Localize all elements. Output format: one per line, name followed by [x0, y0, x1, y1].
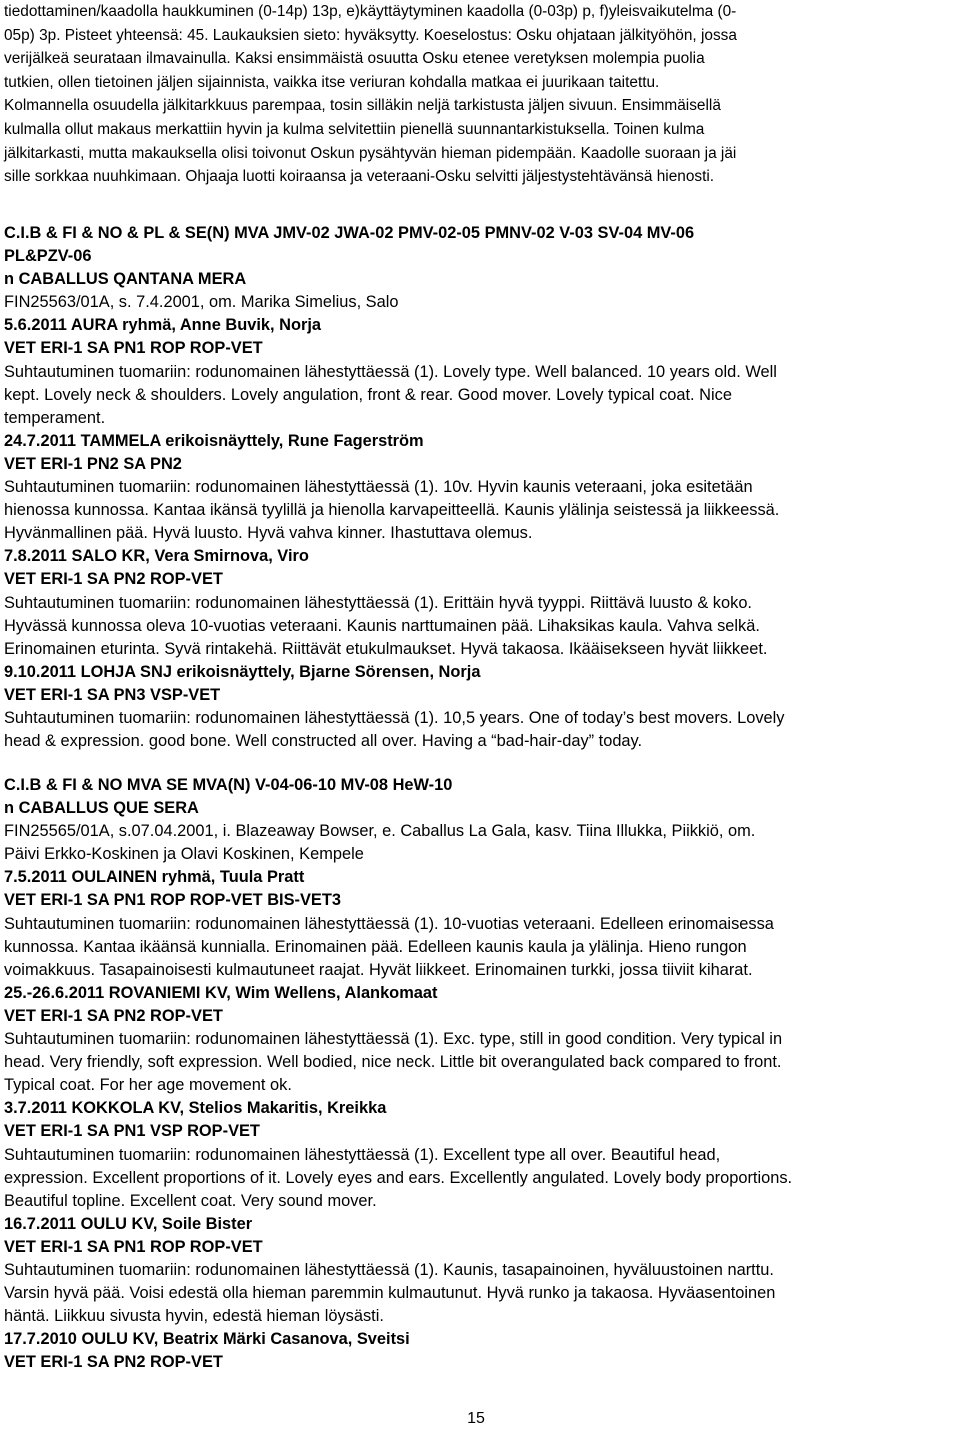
text-line: Typical coat. For her age movement ok.: [4, 1076, 292, 1095]
text-line: Suhtautuminen tuomariin: rodunomainen lähestyttäessä (1). 10-vuotias veteraani. Edelleen erinomaisessa: [4, 914, 774, 933]
text-line: 16.7.2011 OULU KV, Soile Bister: [4, 1214, 253, 1233]
dog2-section: [4, 774, 960, 1374]
text-line: Erinomainen eturinta. Syvä rintakehä. Riittävät etukulmaukset. Hyvä takaosa. Ikääisekseen hyvät liikkeet.: [4, 639, 768, 658]
text-line: VET ERI-1 SA PN1 VSP ROP-VET: [4, 1122, 260, 1141]
text-line: VET ERI-1 SA PN3 VSP-VET: [4, 685, 221, 704]
text-line: verijälkeä seurataan ilmavainulla. Kaksi ensimmäistä osuutta Osku etenee veretyksen molempia puolia: [4, 50, 705, 68]
text-line: 25.-26.6.2011 ROVANIEMI KV, Wim Wellens, Alankomaat: [4, 983, 438, 1002]
text-line: Suhtautuminen tuomariin: rodunomainen lähestyttäessä (1). Exc. type, still in good condition. Very typical in: [4, 1030, 783, 1049]
text-line: Varsin hyvä pää. Voisi edestä olla hieman paremmin kulmautunut. Hyvä runko ja takaosa. Hyväasentoinen: [4, 1284, 776, 1303]
text-line: expression. Excellent proportions of it. Lovely eyes and ears. Excellently angulated. Lovely body proportions.: [4, 1168, 793, 1187]
text-line: kunnossa. Kantaa ikäänsä kunnialla. Erinomainen pää. Edelleen kaunis kaula ja ylälinja. Hieno rungon: [4, 937, 747, 956]
text-line: Suhtautuminen tuomariin: rodunomainen lähestyttäessä (1). 10,5 years. One of today’s best movers. Lovely: [4, 708, 785, 727]
text-line: Hyvässä kunnossa oleva 10-vuotias veteraani. Kaunis narttumainen pää. Lihaksikas kaula. Vahva selkä.: [4, 616, 760, 635]
text-line: voimakkuus. Tasapainoisesti kulmautuneet raajat. Hyvät liikkeet. Erinomainen turkki, jossa tiiviit kiharat.: [4, 960, 753, 979]
text-line: hienossa kunnossa. Kantaa ikänsä tyylillä ja hienolla karvapeitteellä. Kaunis ylälinja seistessä ja liikkeessä.: [4, 501, 780, 520]
text-line: PL&PZV-06: [4, 247, 92, 266]
intro-paragraph: [4, 0, 956, 189]
text-line: VET ERI-1 SA PN2 ROP-VET: [4, 1006, 223, 1025]
text-line: jälkitarkasti, mutta makauksella olisi toivonut Oskun pysähtyvän hieman pidempään. Kaadolle suoraan ja jäi: [4, 144, 737, 162]
text-line: 9.10.2011 LOHJA SNJ erikoisnäyttely, Bjarne Sörensen, Norja: [4, 662, 481, 681]
text-line: Beautiful topline. Excellent coat. Very sound mover.: [4, 1191, 377, 1210]
text-line: Suhtautuminen tuomariin: rodunomainen lähestyttäessä (1). 10v. Hyvin kaunis veteraani, joka esitetään: [4, 478, 753, 497]
text-line: kept. Lovely neck & shoulders. Lovely angulation, front & rear. Good mover. Lovely typical coat. Nice: [4, 385, 732, 404]
text-line: C.I.B & FI & NO & PL & SE(N) MVA JMV-02 JWA-02 PMV-02-05 PMNV-02 V-03 SV-04 MV-06: [4, 224, 695, 242]
text-line: 24.7.2011 TAMMELA erikoisnäyttely, Rune Fagerström: [4, 431, 424, 450]
text-line: 7.8.2011 SALO KR, Vera Smirnova, Viro: [4, 547, 309, 566]
text-line: head. Very friendly, soft expression. Well bodied, nice neck. Little bit overangulated back compared to front.: [4, 1053, 782, 1072]
text-line: Päivi Erkko-Koskinen ja Olavi Koskinen, Kempele: [4, 845, 364, 864]
text-line: Suhtautuminen tuomariin: rodunomainen lähestyttäessä (1). Lovely type. Well balanced. 10 years old. Well: [4, 362, 777, 381]
text-line: n CABALLUS QUE SERA: [4, 799, 199, 818]
text-line: VET ERI-1 PN2 SA PN2: [4, 454, 182, 473]
text-line: 05p) 3p. Pisteet yhteensä: 45. Laukauksien sieto: hyväksytty. Koeselostus: Osku ohjataan jälkityöhön, jossa: [4, 26, 737, 44]
text-line: VET ERI-1 SA PN1 ROP ROP-VET BIS-VET3: [4, 891, 341, 910]
text-line: VET ERI-1 SA PN2 ROP-VET: [4, 570, 223, 589]
text-line: VET ERI-1 SA PN1 ROP ROP-VET: [4, 1237, 263, 1256]
text-line: 5.6.2011 AURA ryhmä, Anne Buvik, Norja: [4, 316, 321, 335]
page-number: 15: [467, 1410, 485, 1427]
text-line: 17.7.2010 OULU KV, Beatrix Märki Casanova, Sveitsi: [4, 1330, 410, 1349]
text-line: FIN25563/01A, s. 7.4.2001, om. Marika Simelius, Salo: [4, 293, 399, 312]
text-line: tiedottaminen/kaadolla haukkuminen (0-14p) 13p, e)käyttäytyminen kaadolla (0-03p) p, f)yleisvaikutelma (0-: [4, 3, 737, 20]
text-line: VET ERI-1 SA PN2 ROP-VET: [4, 1353, 223, 1372]
text-line: Kolmannella osuudella jälkitarkkuus parempaa, tosin silläkin neljä tarkistusta jäljen sivuun. Ensimmäisellä: [4, 97, 721, 115]
text-line: Suhtautuminen tuomariin: rodunomainen lähestyttäessä (1). Erittäin hyvä tyyppi. Riittävä luusto & koko.: [4, 593, 752, 612]
text-line: tutkien, ollen tietoinen jäljen sijainnista, vaikka itse veriuran kohdalla matkaa ei juurikaan taitettu.: [4, 73, 660, 91]
text-line: 3.7.2011 KOKKOLA KV, Stelios Makaritis, Kreikka: [4, 1099, 387, 1118]
text-line: kulmalla ollut makaus merkattiin hyvin ja kulma selvitettiin pienellä suunnantarkistuksella. Toinen kulma: [4, 120, 705, 138]
text-line: VET ERI-1 SA PN1 ROP ROP-VET: [4, 339, 263, 358]
text-line: Suhtautuminen tuomariin: rodunomainen lähestyttäessä (1). Excellent type all over. Beautiful head,: [4, 1145, 721, 1164]
text-line: temperament.: [4, 408, 106, 427]
text-line: FIN25565/01A, s.07.04.2001, i. Blazeaway Bowser, e. Caballus La Gala, kasv. Tiina Illukka, Piikkiö, om.: [4, 822, 756, 841]
text-line: Hyvänmallinen pää. Hyvä luusto. Hyvä vahva kinner. Ihastuttava olemus.: [4, 524, 533, 543]
text-line: 7.5.2011 OULAINEN ryhmä, Tuula Pratt: [4, 868, 305, 887]
text-line: Suhtautuminen tuomariin: rodunomainen lähestyttäessä (1). Kaunis, tasapainoinen, hyväluustoinen narttu.: [4, 1260, 774, 1279]
text-line: head & expression. good bone. Well constructed all over. Having a “bad-hair-day” today.: [4, 732, 643, 751]
text-line: n CABALLUS QANTANA MERA: [4, 270, 247, 289]
dog1-section: [4, 222, 960, 753]
text-line: häntä. Liikkuu sivusta hyvin, edestä hieman löysästi.: [4, 1307, 384, 1326]
text-line: sille sorkkaa nuuhkimaan. Ohjaaja luotti koiraansa ja veteraani-Osku selvitti jäljestystehtävänsä hienosti.: [4, 168, 715, 186]
text-line: C.I.B & FI & NO MVA SE MVA(N) V-04-06-10 MV-08 HeW-10: [4, 776, 453, 794]
